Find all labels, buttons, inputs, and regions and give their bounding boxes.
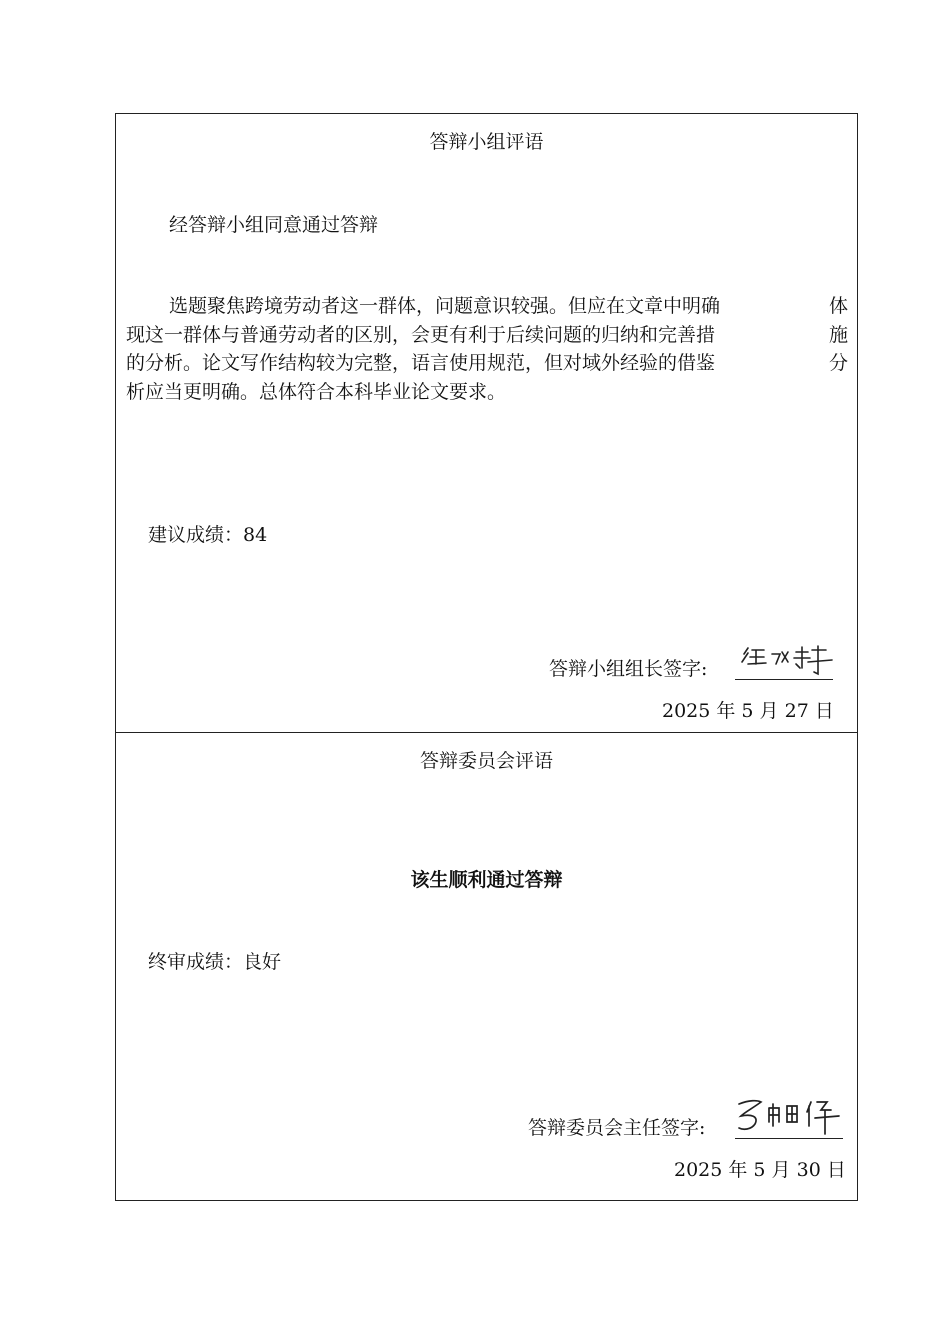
comment-line (126, 292, 848, 321)
comment-line-tail: 分 (828, 352, 848, 374)
comment-line (126, 321, 848, 350)
suggested-grade (148, 521, 267, 549)
committee-section-title: 答辩委员会评语 (419, 750, 553, 772)
final-grade (148, 948, 281, 976)
committee-date: 2025 年 5 月 30 日 (674, 1159, 846, 1181)
committee-signature-label: 答辩委员会主任签字: (528, 1117, 706, 1139)
comment-line-tail: 体 (828, 295, 848, 317)
suggested-grade-label: 建议成绩： (148, 524, 244, 546)
section-divider (115, 732, 858, 733)
group-decision: 经答辩小组同意通过答辩 (169, 214, 379, 236)
group-date: 2025 年 5 月 27 日 (662, 700, 834, 722)
comment-line (126, 378, 848, 407)
final-grade-label: 终审成绩： (148, 951, 244, 973)
comment-line-main: 现这一群体与普通劳动者的区别，会更有利于后续问题的归纳和完善措 (126, 323, 716, 346)
committee-chair-signature-icon (735, 1096, 845, 1140)
committee-decision: 该生顺利通过答辩 (410, 869, 563, 891)
comment-line-tail: 施 (828, 323, 848, 346)
group-leader-signature-icon (738, 644, 833, 678)
comment-line-main: 的分析。论文写作结构较为完整，语言使用规范，但对域外经验的借鉴 (126, 352, 716, 374)
final-grade-value: 良好 (243, 951, 282, 973)
group-section-title: 答辩小组评语 (429, 131, 544, 153)
suggested-grade-value: 84 (243, 524, 268, 546)
group-signature-line (735, 679, 833, 680)
comment-line-main: 析应当更明确。总体符合本科毕业论文要求。 (126, 380, 507, 403)
comment-line (126, 349, 848, 378)
group-signature-label: 答辩小组组长签字: (549, 658, 708, 680)
group-comment (126, 292, 848, 406)
comment-line-main: 选题聚焦跨境劳动者这一群体，问题意识较强。但应在文章中明确 (169, 295, 721, 317)
